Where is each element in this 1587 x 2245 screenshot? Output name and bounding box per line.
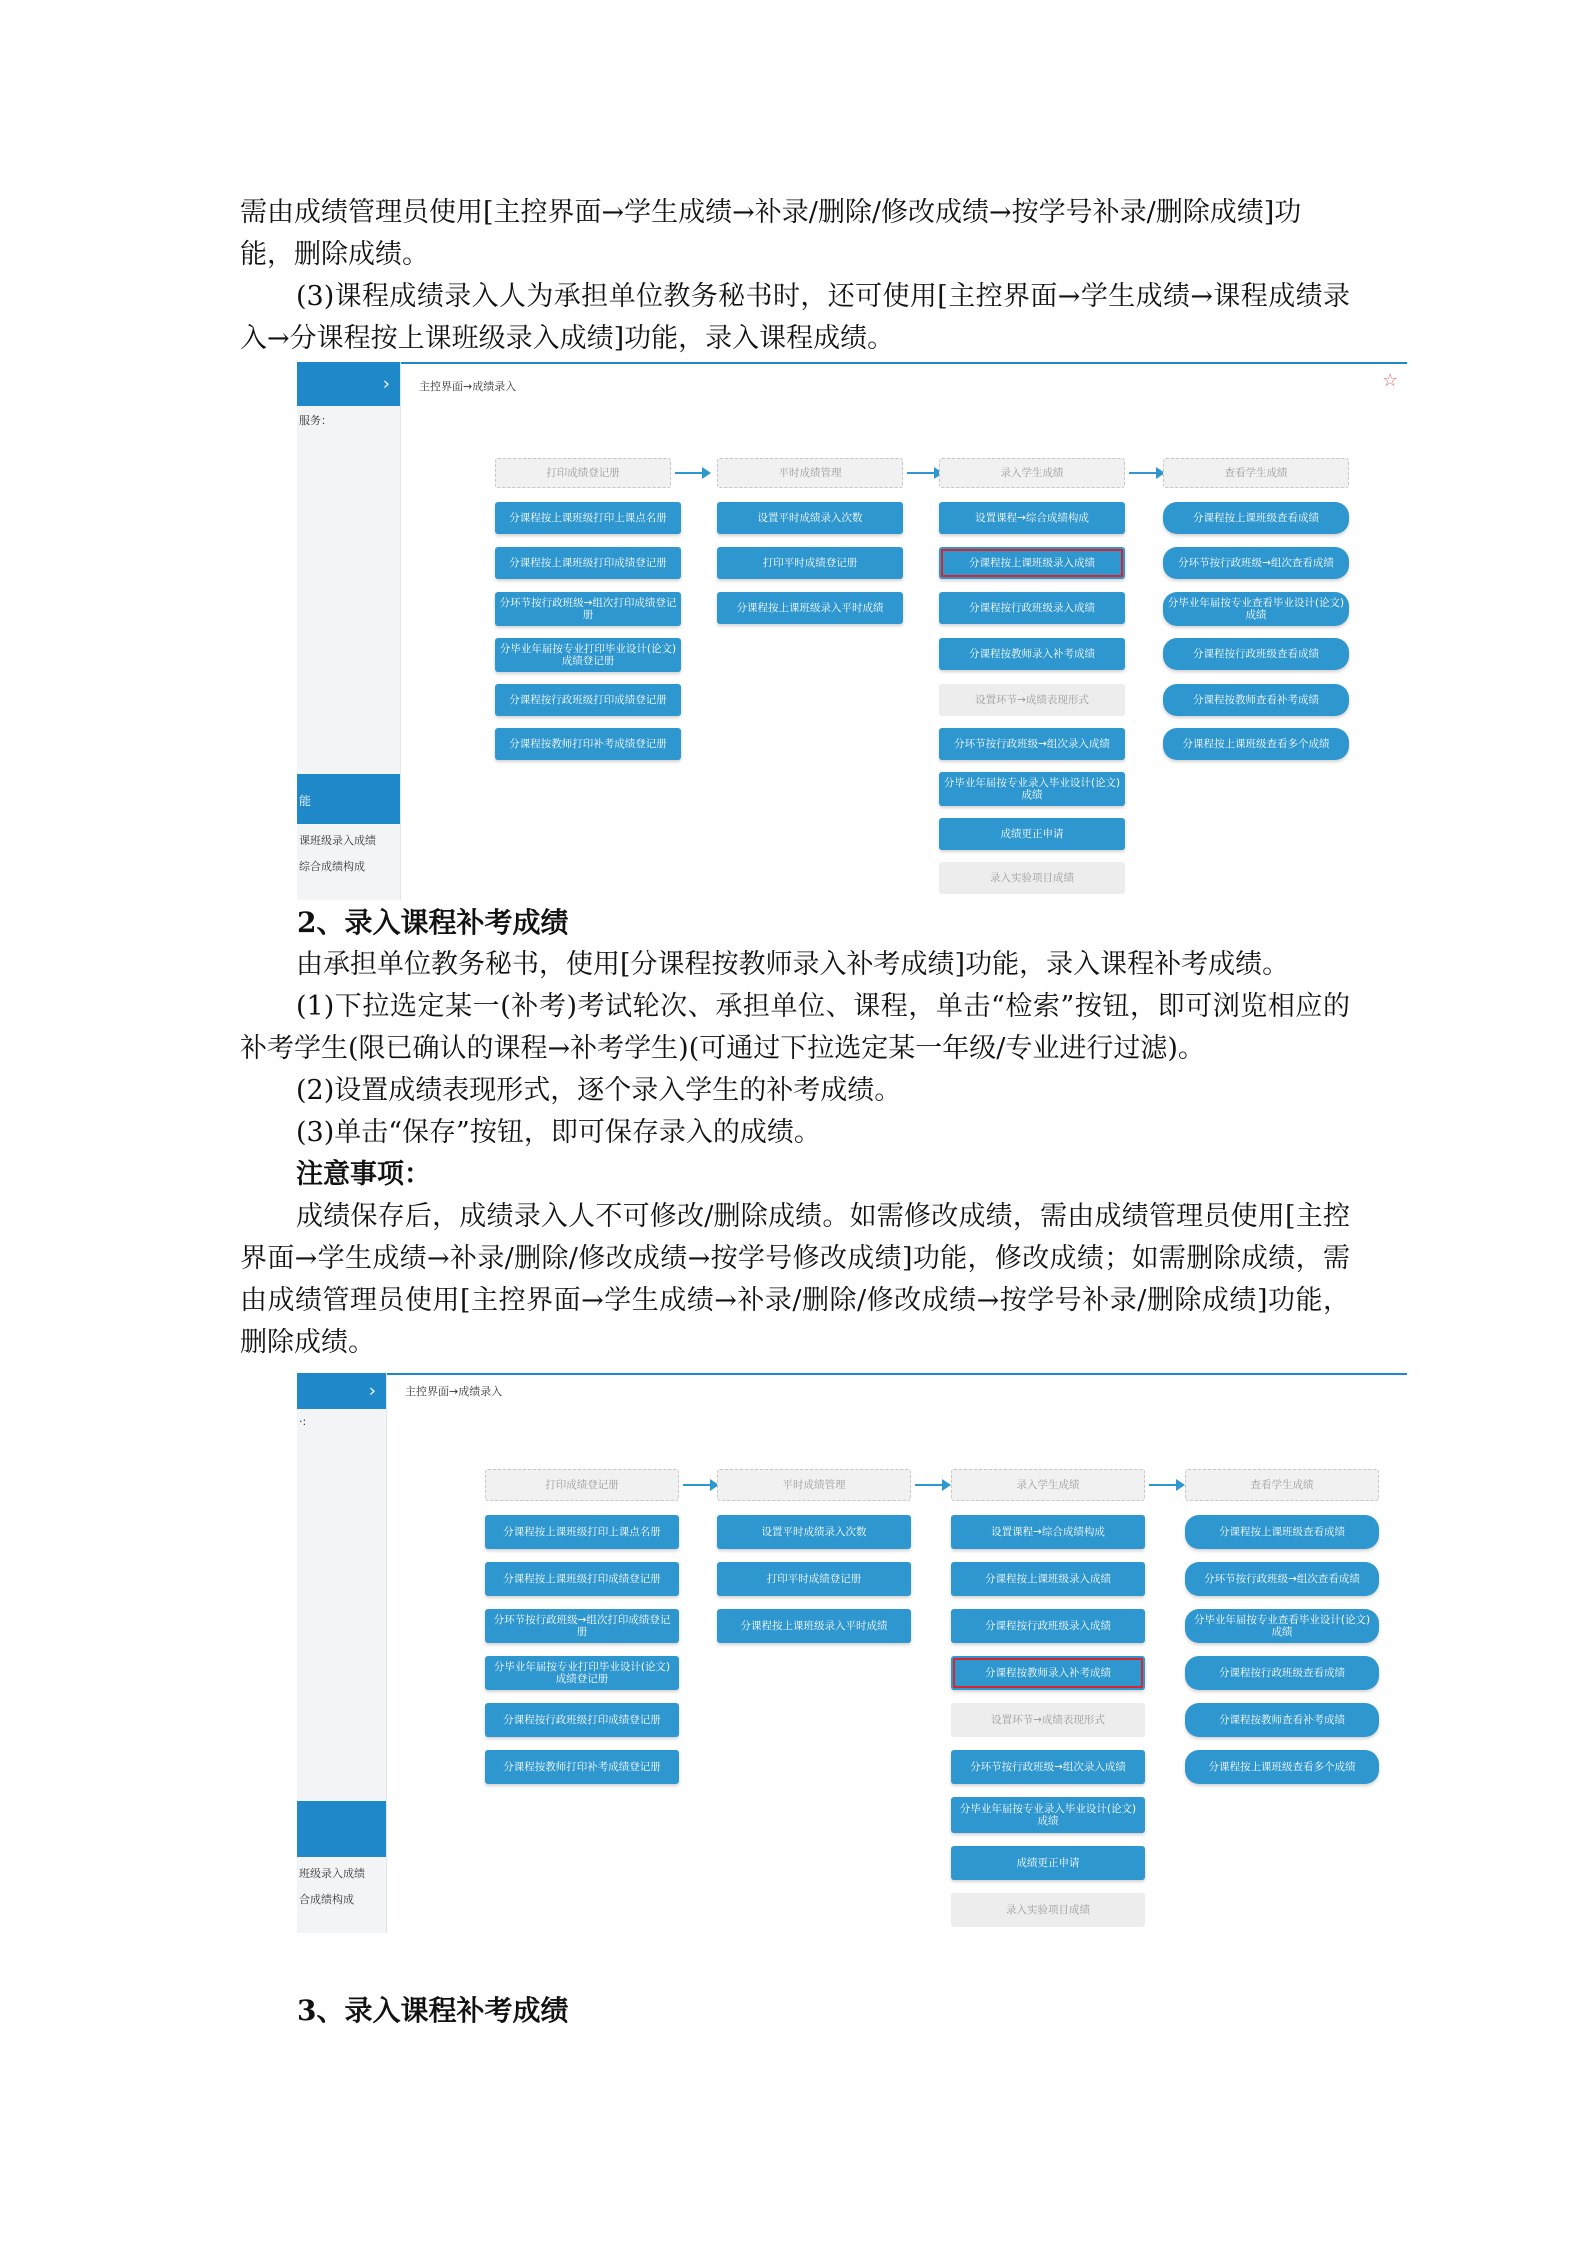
- section-heading-2: 2、录入课程补考成绩: [297, 906, 569, 939]
- flow-button[interactable]: 分毕业年届按专业查看毕业设计(论文)成绩: [1163, 592, 1349, 626]
- flow-button[interactable]: 分环节按行政班级→组次打印成绩登记册: [485, 1609, 679, 1643]
- flow-button[interactable]: 分课程按行政班级查看成绩: [1163, 638, 1349, 670]
- sidebar-item-class-entry[interactable]: 课班级录入成绩: [299, 834, 376, 847]
- paragraph-note: 成绩保存后，成绩录入人不可修改/删除成绩。如需修改成绩，需由成绩管理员使用[主控界面→学生成绩→补录/删除/修改成绩→按学号修改成绩]功能，修改成绩；如需删除成绩，需由成绩管理员使用[主控界面→学生成绩→补录/删除/修改成绩→按学号补录/删除成绩]功能，删除成绩。: [240, 1201, 1350, 1358]
- flow-button-disabled: 设置环节→成绩表现形式: [951, 1703, 1145, 1737]
- flow-button[interactable]: 分课程按上课班级打印成绩登记册: [485, 1562, 679, 1596]
- note-title: 注意事项：: [296, 1159, 431, 1190]
- favorite-star-icon[interactable]: ☆: [1382, 370, 1399, 391]
- flow-button[interactable]: 分课程按上课班级录入平时成绩: [717, 592, 903, 624]
- flow-button-disabled: 录入实验项目成绩: [939, 862, 1125, 894]
- chevron-right-icon[interactable]: ›: [368, 1380, 376, 1402]
- flow-button[interactable]: 设置平时成绩录入次数: [717, 1515, 911, 1549]
- flow-button[interactable]: 分课程按行政班级录入成绩: [939, 592, 1125, 624]
- flow-button-disabled: 设置环节→成绩表现形式: [939, 684, 1125, 716]
- flow-button[interactable]: 分毕业年届按专业录入毕业设计(论文)成绩: [939, 772, 1125, 806]
- flow-button-highlighted[interactable]: 分课程按教师录入补考成绩: [951, 1656, 1145, 1690]
- top-accent-line: [401, 362, 1407, 364]
- flow-button[interactable]: 分课程按教师查看补考成绩: [1185, 1703, 1379, 1737]
- sidebar-service-label: ·:: [299, 1415, 307, 1428]
- flow-arrow: [1149, 1484, 1183, 1486]
- breadcrumb: 主控界面→成绩录入: [405, 1385, 503, 1398]
- flow-button[interactable]: 成绩更正申请: [939, 818, 1125, 850]
- flow-button[interactable]: 分毕业年届按专业查看毕业设计(论文)成绩: [1185, 1609, 1379, 1643]
- flow-header-entry: 录入学生成绩: [951, 1469, 1145, 1501]
- flow-button[interactable]: 设置课程→综合成绩构成: [951, 1515, 1145, 1549]
- flow-button[interactable]: 分课程按教师录入补考成绩: [939, 638, 1125, 670]
- flow-button[interactable]: 分课程按上课班级查看成绩: [1163, 502, 1349, 534]
- flow-button[interactable]: 分课程按上课班级录入平时成绩: [717, 1609, 911, 1643]
- paragraph-continuation-line2: 能，删除成绩。: [240, 239, 429, 270]
- flow-button[interactable]: 分课程按上课班级打印上课点名册: [495, 502, 681, 534]
- flow-button[interactable]: 分课程按教师查看补考成绩: [1163, 684, 1349, 716]
- flow-button[interactable]: 分课程按行政班级查看成绩: [1185, 1656, 1379, 1690]
- flow-button[interactable]: 分课程按上课班级录入成绩: [951, 1562, 1145, 1596]
- flow-arrow: [675, 472, 709, 474]
- flow-button[interactable]: 分环节按行政班级→组次打印成绩登记册: [495, 592, 681, 626]
- flow-button-highlighted[interactable]: 分课程按上课班级录入成绩: [939, 547, 1125, 579]
- paragraph-continuation-line1: 需由成绩管理员使用[主控界面→学生成绩→补录/删除/修改成绩→按学号补录/删除成绩]功: [240, 197, 1302, 228]
- flow-button[interactable]: 分课程按行政班级打印成绩登记册: [485, 1703, 679, 1737]
- flow-button[interactable]: 分毕业年届按专业打印毕业设计(论文)成绩登记册: [495, 638, 681, 672]
- sidebar-item-composite[interactable]: 合成绩构成: [299, 1893, 354, 1906]
- sidebar-service-label: 服务：: [299, 414, 332, 427]
- flow-header-entry: 录入学生成绩: [939, 458, 1125, 488]
- flow-button[interactable]: 分课程按行政班级录入成绩: [951, 1609, 1145, 1643]
- flow-button[interactable]: 分课程按上课班级查看多个成绩: [1163, 728, 1349, 760]
- flow-button[interactable]: 成绩更正申请: [951, 1846, 1145, 1880]
- flow-header-view: 查看学生成绩: [1163, 458, 1349, 488]
- paragraph-step3: (3)单击“保存”按钮，即可保存录入的成绩。: [296, 1117, 821, 1148]
- flow-button[interactable]: 分课程按教师打印补考成绩登记册: [485, 1750, 679, 1784]
- flow-button[interactable]: 分课程按上课班级打印成绩登记册: [495, 547, 681, 579]
- flow-header-regular: 平时成绩管理: [717, 1469, 911, 1501]
- sidebar-item-composite[interactable]: 综合成绩构成: [299, 860, 365, 873]
- flow-button[interactable]: 分课程按上课班级打印上课点名册: [485, 1515, 679, 1549]
- flow-header-print: 打印成绩登记册: [495, 458, 671, 488]
- chevron-right-icon[interactable]: ›: [382, 373, 390, 395]
- paragraph-step2: (2)设置成绩表现形式，逐个录入学生的补考成绩。: [296, 1075, 902, 1106]
- flow-button[interactable]: 分毕业年届按专业录入毕业设计(论文)成绩: [951, 1797, 1145, 1833]
- sidebar-header[interactable]: [297, 362, 400, 406]
- flow-button[interactable]: 分环节按行政班级→组次查看成绩: [1185, 1562, 1379, 1596]
- top-accent-line: [387, 1373, 1407, 1375]
- paragraph-step1: (1)下拉选定某一(补考)考试轮次、承担单位、课程，单击“检索”按钮，即可浏览相应的补考学生(限已确认的课程→补考学生)(可通过下拉选定某一年级/专业进行过滤)。: [240, 991, 1350, 1064]
- flow-button[interactable]: 打印平时成绩登记册: [717, 547, 903, 579]
- screenshot-grade-entry-2: [297, 1373, 1407, 1933]
- flow-arrow: [915, 1484, 949, 1486]
- flow-button[interactable]: 设置课程→综合成绩构成: [939, 502, 1125, 534]
- flow-button[interactable]: 分课程按教师打印补考成绩登记册: [495, 728, 681, 760]
- flow-arrow: [1129, 472, 1163, 474]
- flow-header-print: 打印成绩登记册: [485, 1469, 679, 1501]
- flow-button[interactable]: 分环节按行政班级→组次录入成绩: [951, 1750, 1145, 1784]
- flow-button[interactable]: 分环节按行政班级→组次录入成绩: [939, 728, 1125, 760]
- screenshot-grade-entry-1: [297, 362, 1407, 900]
- flow-button[interactable]: 分课程按行政班级打印成绩登记册: [495, 684, 681, 716]
- flow-button[interactable]: 设置平时成绩录入次数: [717, 502, 903, 534]
- paragraph-intro: 由承担单位教务秘书，使用[分课程按教师录入补考成绩]功能，录入课程补考成绩。: [296, 949, 1290, 980]
- flow-button[interactable]: 打印平时成绩登记册: [717, 1562, 911, 1596]
- flow-header-regular: 平时成绩管理: [717, 458, 903, 488]
- flow-button[interactable]: 分课程按上课班级查看成绩: [1185, 1515, 1379, 1549]
- sidebar-menu-active[interactable]: [297, 1801, 386, 1857]
- sidebar-menu-active[interactable]: 能: [297, 774, 400, 824]
- flow-button[interactable]: 分课程按上课班级查看多个成绩: [1185, 1750, 1379, 1784]
- sidebar-header[interactable]: [297, 1373, 386, 1409]
- sidebar: [297, 362, 401, 900]
- flow-button[interactable]: 分环节按行政班级→组次查看成绩: [1163, 547, 1349, 579]
- flow-button-disabled: 录入实验项目成绩: [951, 1893, 1145, 1927]
- flow-arrow: [683, 1484, 717, 1486]
- breadcrumb: 主控界面→成绩录入: [419, 380, 517, 393]
- flow-arrow: [907, 472, 941, 474]
- paragraph-item3: (3)课程成绩录入人为承担单位教务秘书时，还可使用[主控界面→学生成绩→课程成绩录入→分课程按上课班级录入成绩]功能，录入课程成绩。: [240, 281, 1350, 354]
- sidebar: [297, 1373, 387, 1933]
- sidebar-item-class-entry[interactable]: 班级录入成绩: [299, 1867, 365, 1880]
- flow-header-view: 查看学生成绩: [1185, 1469, 1379, 1501]
- section-heading-3: 3、录入课程补考成绩: [297, 1994, 569, 2027]
- flow-button[interactable]: 分毕业年届按专业打印毕业设计(论文)成绩登记册: [485, 1656, 679, 1690]
